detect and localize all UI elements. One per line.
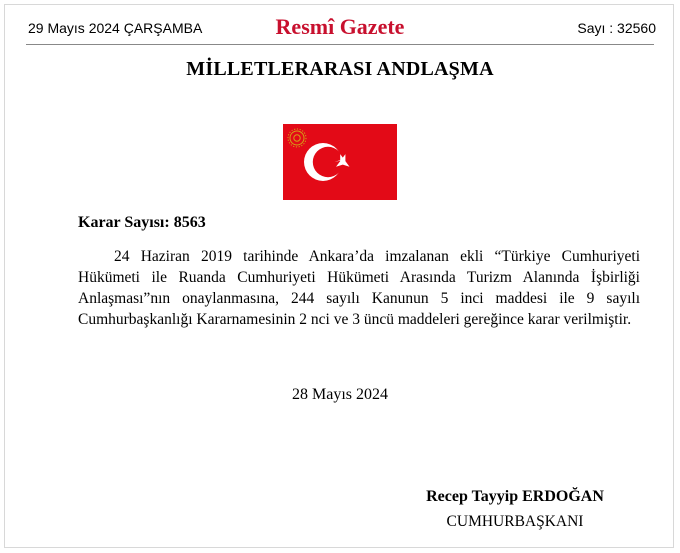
turkish-flag-icon xyxy=(283,124,397,200)
header-divider xyxy=(26,44,654,45)
gazette-header xyxy=(20,14,660,42)
decision-number: Karar Sayısı: 8563 xyxy=(78,214,206,231)
section-title: MİLLETLERARASI ANDLAŞMA xyxy=(186,58,494,80)
header-date: 29 Mayıs 2024 ÇARŞAMBA xyxy=(28,20,203,36)
signatory-title: CUMHURBAŞKANI xyxy=(446,513,584,530)
decision-body: 24 Haziran 2019 tarihinde Ankara’da imzalanan ekli “Türkiye Cumhuriyeti Hükümeti ile Ruanda Cumhuriyeti Hükümeti Arasında Turizm Alanında İşbirliği Anlaşması”nın onaylanmasına, 244 sayılı Kanunun 5 inci maddesi ile 9 sayılı Cumhurbaşkanlığı Kararnamesinin 2 nci ve 3 üncü maddeleri gereğince karar verilmiştir. xyxy=(78,248,640,328)
issue-number: Sayı : 32560 xyxy=(577,20,656,36)
decision-date: 28 Mayıs 2024 xyxy=(292,386,388,403)
flag-crescent-inner xyxy=(313,147,343,177)
signatory-name: Recep Tayyip ERDOĞAN xyxy=(426,488,604,505)
gazette-title: Resmî Gazete xyxy=(275,14,405,39)
